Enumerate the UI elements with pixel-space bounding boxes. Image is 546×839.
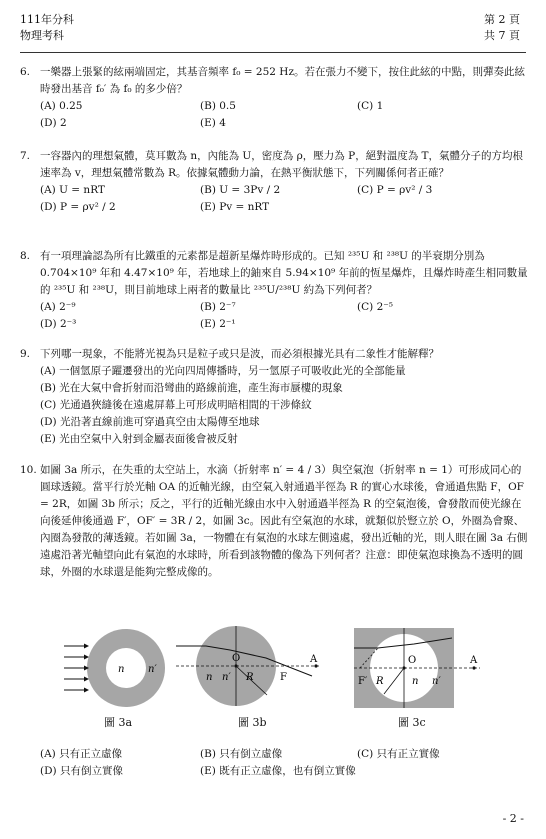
label-n-prime: n′ [222,672,231,683]
option-e[interactable]: (E) Pv = nRT [200,201,270,213]
label-r: R [246,672,254,683]
question-10 [20,462,528,581]
question-7 [20,148,528,216]
figure-3a [62,624,172,714]
center-point [234,664,237,667]
option-e[interactable]: (E) 2⁻¹ [200,318,236,330]
option-a[interactable]: (A) U = nRT [40,184,105,196]
option-a[interactable]: (A) 只有正立虛像 [40,748,123,760]
option-b[interactable]: (B) U = 3Pv / 2 [200,184,281,196]
option-c[interactable]: (C) P = ρv² / 3 [357,184,433,196]
question-10-options [20,746,528,780]
page-index: 第 2 頁 [484,13,520,26]
options [40,182,528,216]
question-9 [20,346,528,448]
option-d[interactable]: (D) 2⁻³ [40,318,77,330]
option-b[interactable]: (B) 2⁻⁷ [200,301,236,313]
label-a: A [470,655,478,666]
options [40,299,528,333]
header-left [20,12,74,44]
question-8 [20,248,528,333]
question-number: 8. [20,250,31,262]
option-c[interactable]: (C) 只有正立實像 [357,748,440,760]
option-d[interactable]: (D) 只有倒立實像 [40,765,123,777]
option-a[interactable]: (A) 一個氫原子躍遷發出的光向四周傳播時，另一氫原子可吸收此光的全部能量 [40,365,406,377]
page-number: - 2 - [502,812,524,825]
options [40,363,528,448]
header-right [484,12,520,44]
option-b[interactable]: (B) 0.5 [200,100,236,112]
label-f: F [280,672,287,683]
option-c[interactable]: (C) 光通過狹縫後在遠處屏幕上可形成明暗相間的干涉條紋 [40,399,312,411]
axis-point [472,666,475,669]
figure-3c-caption: 圖 3c [398,716,426,729]
label-n: n [118,664,125,675]
option-e[interactable]: (E) 4 [200,117,226,129]
exam-year: 111年分科 [20,13,74,26]
label-r: R [376,676,384,687]
question-text: 一樂器上張緊的絃兩端固定，其基音頻率 f₀ = 252 Hz。若在張力不變下，按住此絃的中點，則彈奏此絃時發出基音 f₀′ 為 f₀ 的多少倍？ [40,66,525,95]
question-text: 一容器內的理想氣體，莫耳數為 n，內能為 U，密度為 ρ，壓力為 P，絕對溫度為 T，氣體分子的方均根速率為 v，理想氣體常數為 R。依據氣體動力論，在熱平衡狀態下，下列關係何者正確？ [40,150,524,179]
label-o: O [232,653,241,664]
options [40,98,528,132]
options [40,746,528,780]
question-number: 7. [20,150,31,162]
label-n: n [412,676,419,687]
label-n-prime: n′ [148,664,157,675]
incident-rays [64,646,84,690]
question-text: 下列哪一現象，不能將光視為只是粒子或只是波，而必須根據光具有二象性才能解釋？ [40,348,439,360]
option-e[interactable]: (E) 光由空氣中入射到金屬表面後會被反射 [40,433,238,445]
question-number: 6. [20,66,31,78]
question-text: 如圖 3a 所示，在失重的太空站上，水滴（折射率 n′ = 4 / 3）與空氣泡（折射率 n = 1）可形成同心的圓球透鏡。當平行於光軸 OA 的近軸光線，由空氣入射通過半徑為 R 的實心水球後，會通過焦點 F，OF = 2R，如圖 3b 所示；反之，平行的近軸光線由水中入射通過半徑為 R 的空氣泡後，會發散而使光線在向後延伸後通過 F′，OF′ = 3R / 2，如圖 3c。因此有空氣泡的水球，就類似於豎立於 O，外圈為會聚、內圈為發散的薄透鏡。若如圖 3a，一物體在有氣泡的水球左側遠處，發出近軸的光，則人眼在圖 3a 右側遠處沿著光軸望向此有氣泡的水球時，所看到該物體的像為下列何者？注意：即使氣泡球換為不透明的圓球，外圈的水球還是能夠完整成像的。 [40,464,528,578]
option-b[interactable]: (B) 只有倒立虛像 [200,748,283,760]
figure-3b [170,624,330,714]
figure-3a-caption: 圖 3a [104,716,133,729]
center-point [402,666,405,669]
label-f-prime: F′ [358,676,368,687]
label-a: A [310,654,318,665]
label-n-prime: n′ [432,676,441,687]
option-a[interactable]: (A) 2⁻⁹ [40,301,76,313]
subject-name: 物理考科 [20,29,64,42]
question-number: 10. [20,464,37,476]
header-rule [20,52,526,53]
option-e[interactable]: (E) 既有正立虛像，也有倒立實像 [200,765,356,777]
option-a[interactable]: (A) 0.25 [40,100,83,112]
figure-3c [352,624,492,714]
label-n: n [206,672,213,683]
figure-3b-caption: 圖 3b [238,716,267,729]
option-c[interactable]: (C) 1 [357,100,384,112]
option-c[interactable]: (C) 2⁻⁵ [357,301,393,313]
option-d[interactable]: (D) P = ρv² / 2 [40,201,116,213]
option-d[interactable]: (D) 2 [40,117,67,129]
question-number: 9. [20,348,31,360]
question-text: 有一項理論認為所有比鐵重的元素都是超新星爆炸時形成的。已知 ²³⁵U 和 ²³⁸U 的半衰期分別為 0.704×10⁹ 年和 4.47×10⁹ 年，若地球上的鈾來自 5.94×10⁹ 年前的恆星爆炸，且爆炸時產生相同數量的 ²³⁵U 和 ²³⁸U，則目前地球上兩者的數量比 ²³⁵U/²³⁸U 約為下列何者？ [40,250,528,296]
option-d[interactable]: (D) 光沿著直線前進可穿過真空由太陽傳至地球 [40,416,260,428]
page-total: 共 7 頁 [484,29,520,42]
air-bubble [106,648,146,688]
option-b[interactable]: (B) 光在大氣中會折射而沿彎曲的路線前進，產生海市蜃樓的現象 [40,382,343,394]
question-6 [20,64,528,132]
label-o: O [408,655,417,666]
